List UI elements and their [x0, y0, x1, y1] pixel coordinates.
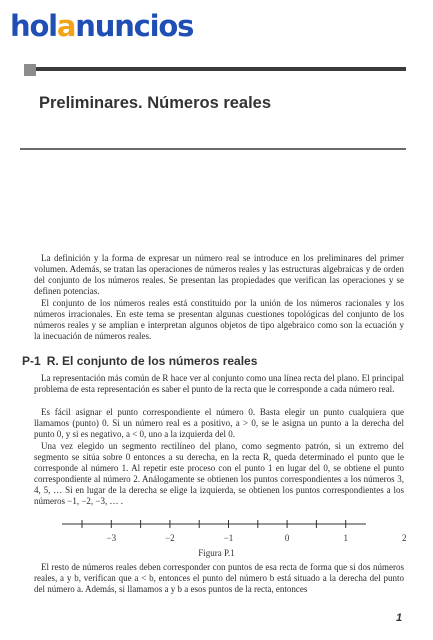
logo-part-1: hol: [10, 9, 57, 43]
number-line-tick-label: 2: [402, 533, 407, 543]
section-heading: [22, 354, 257, 368]
number-line-tick-label: −2: [165, 533, 175, 543]
number-line-tick-label: −3: [106, 533, 117, 543]
number-line-tick-label: 1: [343, 533, 348, 543]
section-paragraph-4: El resto de números reales deben corresponder con puntos de esa recta de forma que si dos números reales, a y b, verifican que a < b, entonces el punto del número b está situado a la derecha del punto del número a. Además, si llamamos a y b a esos puntos de la recta, entonces: [34, 562, 404, 594]
logo-part-3: nuncios: [75, 9, 194, 43]
section-paragraph-2: Es fácil asignar el punto correspondiente el número 0. Basta elegir un punto cualquiera que llamamos (punto) 0. Si un número real es a positivo, a > 0, se le asigna un punto a la derecha del punto 0, y si es negativo, a < 0, uno a la izquierda del 0.: [34, 407, 404, 439]
page-number: 1: [396, 612, 403, 624]
number-line-tick-label: −1: [223, 533, 234, 543]
section-paragraph-3: Una vez elegido un segmento rectilíneo del plano, como segmento patrón, si un extremo del segmento se sitúa sobre 0 entonces a su derecha, en la recta R, queda determinado el punto que le corresponde al número 1. Al repetir este proceso con el punto 1 en lugar del 0, se obtiene el punto correspondiente al número 2. Análogamente se obtienen los puntos correspondientes a los números 3, 4, 5, … Si en lugar de la derecha se elige la izquierda, se obtienen los puntos correspondientes a los números −1, −2, −3, … .: [34, 441, 404, 506]
header-rule: [24, 67, 406, 71]
number-line-figure: [60, 514, 407, 548]
intro-paragraph-1: La definición y la forma de expresar un número real se introduce en los preliminares del primer volumen. Además, se tratan las operaciones de números reales y las estructuras algebraicas y de orden del conjunto de los números reales. Se presentan las propiedades que verifican las operaciones y se definen potencias.: [34, 253, 404, 296]
intro-paragraph-2: El conjunto de los números reales está constituido por la unión de los números racionales y los números irracionales. En este tema se presentan algunas cuestiones topológicas del conjunto de los números reales y se amplían e interpretan algunos objetos de tipo algebraico como son la ecuación y la inecuación de números reales.: [34, 298, 404, 341]
number-line-ticks: [82, 520, 433, 543]
chapter-title: Preliminares. Números reales: [39, 94, 272, 112]
section-paragraph-1: La representación más común de R hace ver al conjunto como una línea recta del plano. El principal problema de esta representación es saber el punto de la recta que le corresponde a cada número real.: [34, 373, 404, 394]
logo-part-2: a: [56, 9, 76, 43]
section-title: R. El conjunto de los números reales: [46, 354, 258, 368]
section-number: P-1: [22, 354, 41, 368]
figure-caption: Figura P.1: [198, 548, 235, 558]
title-rule: [20, 148, 406, 150]
number-line-tick-label: 0: [284, 533, 290, 543]
holanuncios-logo[interactable]: [10, 6, 193, 46]
header-square-marker: [24, 64, 36, 76]
